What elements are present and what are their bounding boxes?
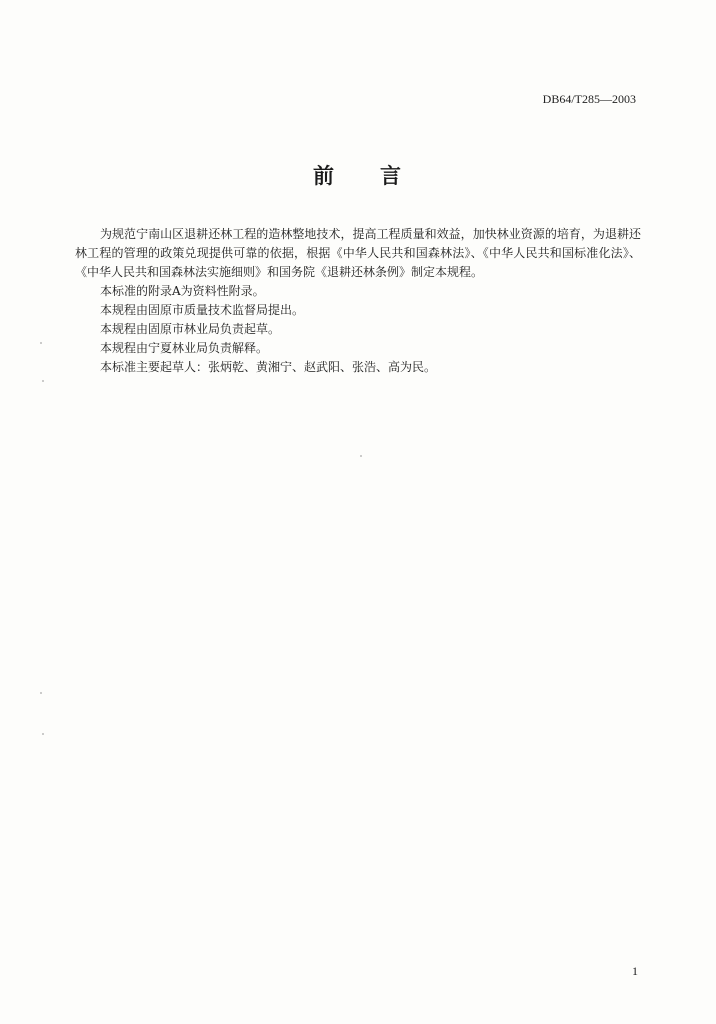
scan-speck <box>40 692 42 694</box>
title-char-2: 言 <box>380 164 403 188</box>
foreword-line-appendix: 本标准的附录A为资料性附录。 <box>100 284 265 298</box>
foreword-body <box>75 225 641 377</box>
foreword-line-proposer: 本规程由固原市质量技术监督局提出。 <box>100 303 305 317</box>
scan-speck <box>360 455 362 457</box>
scan-speck <box>42 733 44 735</box>
foreword-line-authors: 本标准主要起草人：张炳乾、黄湘宁、赵武阳、张浩、高为民。 <box>100 360 437 374</box>
scan-speck <box>42 380 44 382</box>
foreword-paragraph-1: 为规范宁南山区退耕还林工程的造林整地技术，提高工程质量和效益，加快林业资源的培育，为退耕还林工程的管理的政策兑现提供可靠的依据，根据《中华人民共和国森林法》、《中华人民共和国标准化法》、《中华人民共和国森林法实施细则》和国务院《退耕还林条例》制定本规程。 <box>75 227 641 279</box>
standard-code: DB64/T285—2003 <box>542 92 636 106</box>
title-char-1: 前 <box>313 164 336 188</box>
foreword-line-interpreter: 本规程由宁夏林业局负责解释。 <box>100 341 269 355</box>
page-number: 1 <box>632 964 638 978</box>
scan-speck <box>40 342 42 344</box>
page-title <box>0 160 716 190</box>
foreword-line-drafter: 本规程由固原市林业局负责起草。 <box>100 322 281 336</box>
